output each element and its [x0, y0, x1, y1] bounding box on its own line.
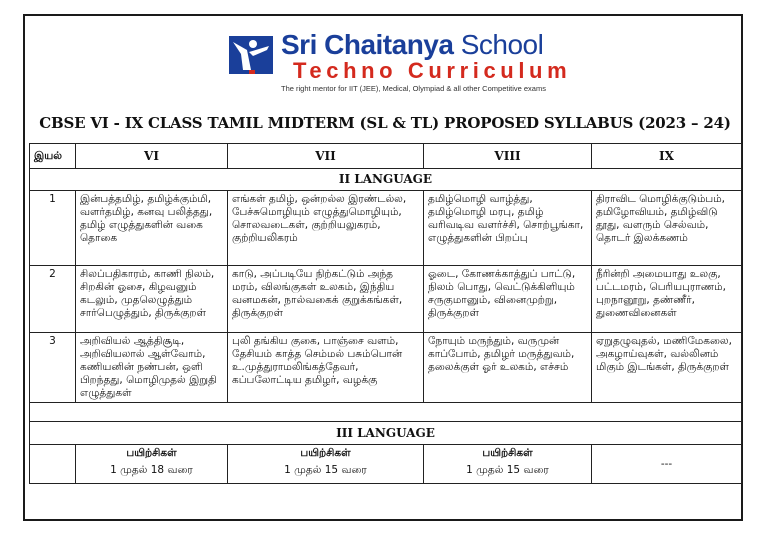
school-header: [25, 16, 745, 100]
table-cell: நீரின்றி அமையாது உலகு, பட்டமரம், பெரியபுராணம், புறநானூறு, தண்ணீர், துணைவினைகள்: [592, 266, 742, 333]
practice-cell: [76, 445, 228, 484]
table-cell: எங்கள் தமிழ், ஒன்றல்ல இரண்டல்ல, பேச்சுமொழியும் எழுத்துமொழியும், சொலவடைகள், குற்றியலுகரம், குற்றியலிகரம்: [228, 191, 424, 266]
row-number: 1: [30, 191, 76, 266]
practice-row: [30, 445, 742, 484]
sri-chaitanya-logo-icon: [229, 36, 273, 74]
syllabus-table: [29, 143, 742, 484]
practice-range: 1 முதல் 18 வரை: [110, 464, 193, 476]
table-cell: புலி தங்கிய குகை, பாஞ்சை வளம், தேசியம் காத்த செம்மல் பசும்பொன் உ.முத்துராமலிங்கத்தேவர், கப்பலோட்டிய தமிழர், வழக்கு: [228, 333, 424, 403]
section-row: [30, 169, 742, 191]
practice-range: 1 முதல் 15 வரை: [466, 464, 549, 476]
table-row: [30, 333, 742, 403]
brand-name-bold: Sri Chaitanya: [281, 29, 454, 60]
practice-range: ---: [660, 457, 673, 470]
table-cell: திராவிட மொழிக்குடும்பம், தமிழோவியம், தமிழ்விடு தூது, வளரும் செல்வம், தொடர் இலக்கணம்: [592, 191, 742, 266]
spacer-cell: [30, 403, 742, 422]
row-number: [30, 445, 76, 484]
practice-heading: பயிற்சிகள்: [126, 447, 177, 459]
brand-tagline: The right mentor for IIT (JEE), Medical, Olympiad & all other Competitive exams: [281, 84, 546, 93]
header-cell: VI: [76, 144, 228, 169]
practice-range: 1 முதல் 15 வரை: [284, 464, 367, 476]
table-cell: காடு, அப்படியே நிற்கட்டும் அந்த மரம், விலங்குகள் உலகம், இந்திய வனமகன், நால்வகைக் குறுக்கங்கள், திருக்குறள்: [228, 266, 424, 333]
spacer-row: [30, 403, 742, 422]
practice-cell: [228, 445, 424, 484]
table-cell: தமிழ்மொழி வாழ்த்து, தமிழ்மொழி மரபு, தமிழ் வரிவடிவ வளர்ச்சி, சொற்பூங்கா, எழுத்துகளின் பிறப்பு: [424, 191, 592, 266]
table-cell: சிலப்பதிகாரம், காணி நிலம், சிறகின் ஓசை, கிழவனும் கடலும், முதலெழுத்தும் சார்பெழுத்தும், திருக்குறள்: [76, 266, 228, 333]
table-row: [30, 266, 742, 333]
practice-cell: [424, 445, 592, 484]
table-cell: அறிவியல் ஆத்திசூடி, அறிவியலால் ஆள்வோம், கணியனின் நண்பன், ஒளி பிறந்தது, மொழிமுதல் இறுதி எழுத்துகள்: [76, 333, 228, 403]
section-row: [30, 422, 742, 445]
table-cell: ஏறுதழுவுதல், மணிமேகலை, அகழாய்வுகள், வல்லினம் மிகும் இடங்கள், திருக்குறள்: [592, 333, 742, 403]
page-frame: [23, 14, 743, 521]
header-cell: IX: [592, 144, 742, 169]
practice-heading: பயிற்சிகள்: [300, 447, 351, 459]
row-number: 2: [30, 266, 76, 333]
document-title: CBSE VI - IX CLASS TAMIL MIDTERM (SL & TL) PROPOSED SYLLABUS (2023 – 24): [39, 114, 731, 132]
header-cell: VIII: [424, 144, 592, 169]
table-cell: இன்பத்தமிழ், தமிழ்க்கும்மி, வளர்தமிழ், கனவு பலித்தது, தமிழ் எழுத்துகளின் வகை தொகை: [76, 191, 228, 266]
header-cell: VII: [228, 144, 424, 169]
header-cell: இயல்: [30, 144, 76, 169]
practice-heading: பயிற்சிகள்: [482, 447, 533, 459]
row-number: 3: [30, 333, 76, 403]
table-cell: ஓடை, கோணக்காத்துப் பாட்டு, நிலம் பொது, வெட்டுக்கிளியும் சருகுமானும், வினைமுற்று, திருக்குறள்: [424, 266, 592, 333]
brand-subtitle: Techno Curriculum: [293, 58, 572, 83]
section-heading-third-language: III LANGUAGE: [30, 422, 742, 445]
table-row: [30, 191, 742, 266]
section-heading-second-language: II LANGUAGE: [30, 169, 742, 191]
table-cell: நோயும் மருந்தும், வருமுன் காப்போம், தமிழர் மருத்துவம், தலைக்குள் ஓர் உலகம், எச்சம்: [424, 333, 592, 403]
practice-cell: [592, 445, 742, 484]
brand-name-light: School: [460, 29, 544, 60]
brand-name: [281, 30, 543, 60]
table-header-row: [30, 144, 742, 169]
